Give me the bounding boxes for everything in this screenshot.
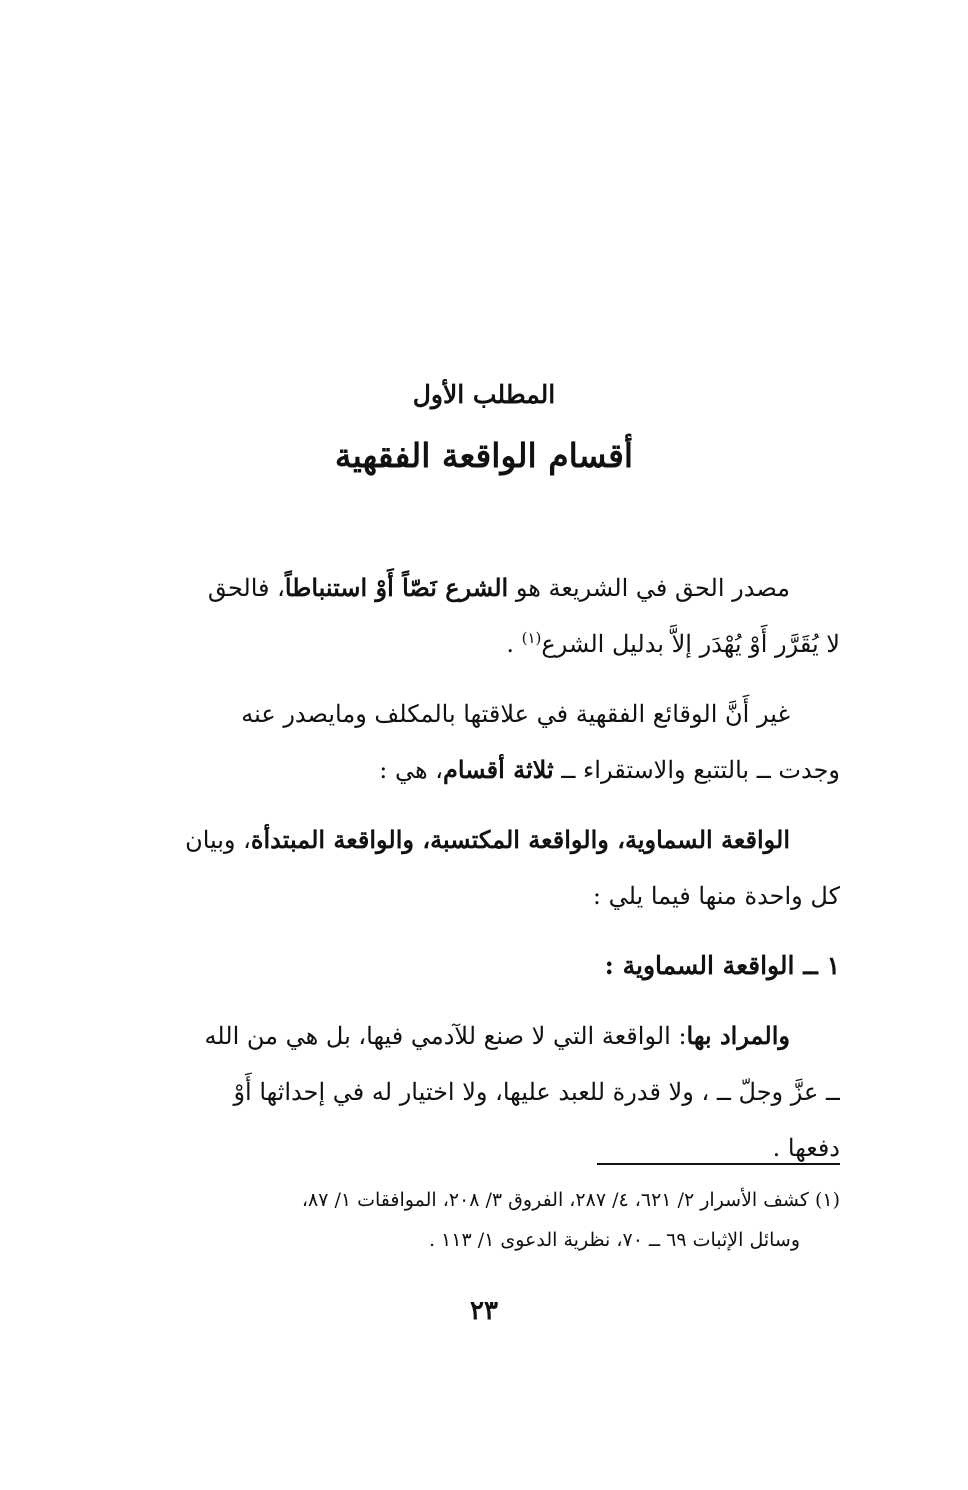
page-number: ٢٣ — [470, 1296, 498, 1326]
footnote-1-line-1: (١) كشف الأسرار ٢/ ٦٢١، ٤/ ٢٨٧، الفروق ٣/ ٢٠٨، الموافقات ١/ ٨٧، — [301, 1189, 840, 1211]
paragraph-3 — [140, 812, 840, 924]
text-run: ، فالحق — [207, 574, 285, 602]
subsection-heading — [140, 938, 840, 994]
text-run: ، وبيان — [185, 826, 251, 854]
paragraph-2-line-1: غير أَنَّ الوقائع الفقهية في علاقتها بالمكلف ومايصدر عنه — [241, 700, 790, 728]
body-text — [140, 560, 840, 1176]
paragraph-1 — [140, 560, 840, 672]
footnote-marker: (١) — [521, 629, 542, 647]
paragraph-4 — [140, 1008, 840, 1176]
paragraph-3-line-2: كل واحدة منها فيما يلي : — [592, 882, 840, 910]
paragraph-4-line-1 — [140, 1008, 840, 1064]
bold-run: الواقعة السماوية، والواقعة المكتسبة، والواقعة المبتدأة — [250, 825, 790, 854]
paragraph-1-line-2 — [140, 616, 840, 672]
subsection-heading-text: ١ ــ الواقعة السماوية : — [604, 951, 840, 980]
paragraph-4-line-3: دفعها . — [772, 1134, 840, 1162]
paragraph-2 — [140, 686, 840, 798]
text-run: وجدت ــ بالتتبع والاستقراء ــ — [553, 756, 840, 784]
bold-run: ثلاثة أقسام — [443, 755, 554, 784]
paragraph-1-line-1 — [140, 560, 840, 616]
section-title: أقسام الواقعة الفقهية — [334, 436, 634, 475]
footnote-divider — [597, 1163, 840, 1165]
footnote-1-line-2: وسائل الإثبات ٦٩ ــ ٧٠، نظرية الدعوى ١/ ١١٣ . — [428, 1229, 800, 1251]
text-run: . — [506, 630, 522, 658]
paragraph-3-line-1 — [140, 812, 840, 868]
paragraph-2-line-2 — [140, 742, 840, 798]
section-label: المطلب الأول — [412, 380, 556, 409]
text-run: : الواقعة التي لا صنع للآدمي فيها، بل هي من الله — [204, 1022, 687, 1050]
text-run: ، هي : — [379, 756, 444, 784]
text-run: مصدر الحق في الشريعة هو — [508, 574, 790, 602]
bold-run: والمراد بها — [686, 1021, 790, 1050]
text-run: لا يُقَرَّر أَوْ يُهْدَر إلاَّ بدليل الشرع — [541, 630, 840, 658]
paragraph-4-line-2: ــ عزَّ وجلّ ــ ، ولا قدرة للعبد عليها، ولا اختيار له في إحداثها أَوْ — [233, 1078, 840, 1106]
footnotes — [140, 1180, 840, 1260]
bold-run: الشرع نَصّاً أَوْ استنباطاً — [284, 573, 509, 602]
